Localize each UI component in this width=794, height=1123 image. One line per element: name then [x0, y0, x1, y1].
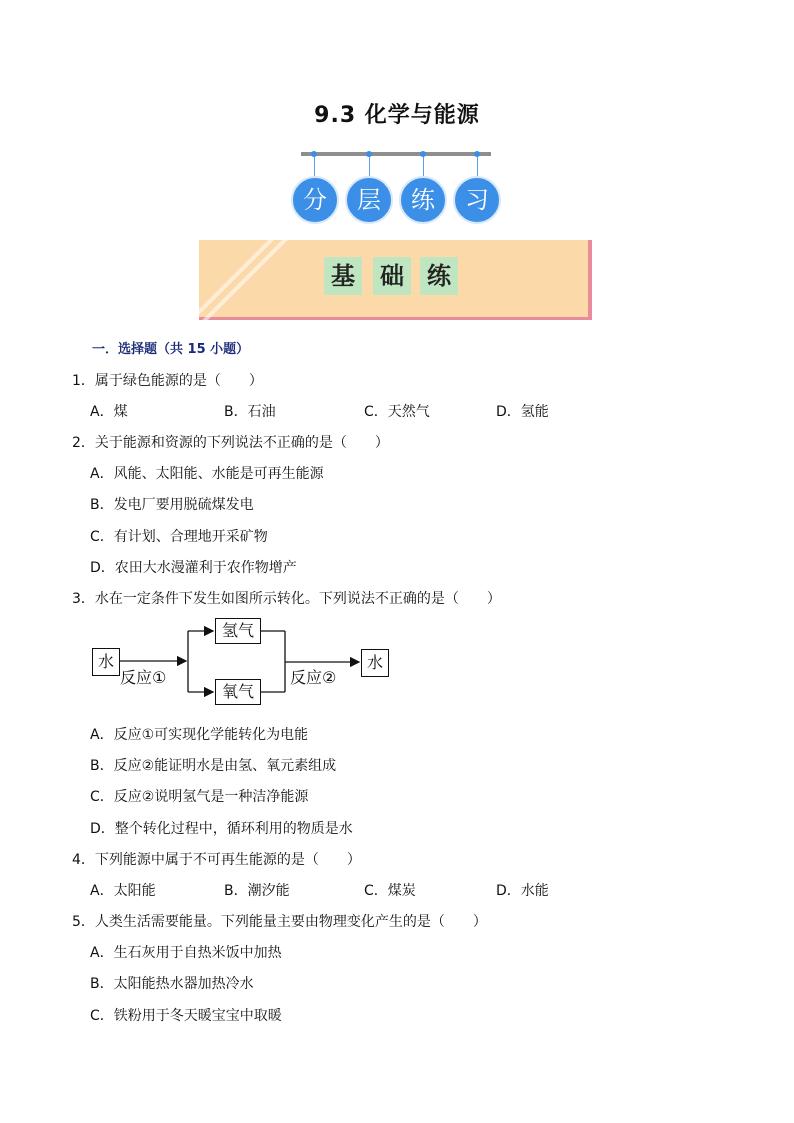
question-stem: 1．属于绿色能源的是（ ） [72, 373, 263, 389]
option: B．潮汐能 [224, 883, 290, 899]
option: D．水能 [496, 883, 549, 899]
option: B．发电厂要用脱硫煤发电 [90, 497, 254, 513]
question-stem: 3．水在一定条件下发生如图所示转化。下列说法不正确的是（ ） [72, 591, 501, 607]
question-stem: 5．人类生活需要能量。下列能量主要由物理变化产生的是（ ） [72, 914, 487, 930]
option: C．天然气 [364, 404, 430, 420]
option: C．煤炭 [364, 883, 416, 899]
option: B．太阳能热水器加热冷水 [90, 976, 254, 992]
banner-tile-chu: 础 [373, 257, 411, 295]
option: C．铁粉用于冬天暖宝宝中取暖 [90, 1008, 282, 1024]
badge-xi: 习 [453, 176, 501, 224]
badge-ceng: 层 [345, 176, 393, 224]
section-title: 一．选择题（共 15 小题） [92, 342, 250, 357]
question-stem: 2．关于能源和资源的下列说法不正确的是（ ） [72, 435, 389, 451]
banner-tile-lian: 练 [420, 257, 458, 295]
option: D．农田大水漫灌利于农作物增产 [90, 560, 297, 576]
page-title: 9.3 化学与能源 [314, 103, 480, 128]
badge-fen: 分 [291, 176, 339, 224]
diagram-reaction1-label: 反应① [120, 668, 167, 687]
option: C．有计划、合理地开采矿物 [90, 529, 268, 545]
diagram-reaction2-label: 反应② [290, 668, 337, 687]
banner-tile-ji: 基 [324, 257, 362, 295]
diagram-hydrogen: 氢气 [215, 618, 261, 644]
question-stem: 4．下列能源中属于不可再生能源的是（ ） [72, 852, 361, 868]
option: C．反应②说明氢气是一种洁净能源 [90, 789, 309, 805]
option: D．氢能 [496, 404, 549, 420]
option: A．太阳能 [90, 883, 156, 899]
option: A．反应①可实现化学能转化为电能 [90, 727, 309, 743]
diagram-water-right: 水 [361, 649, 389, 677]
option: B．石油 [224, 404, 276, 420]
diagram-oxygen: 氧气 [215, 679, 261, 705]
diagram-water-left: 水 [92, 648, 120, 676]
option: A．生石灰用于自热米饭中加热 [90, 945, 282, 961]
badge-lian: 练 [399, 176, 447, 224]
option: B．反应②能证明水是由氢、氧元素组成 [90, 758, 337, 774]
option: D．整个转化过程中，循环利用的物质是水 [90, 821, 353, 837]
option: A．风能、太阳能、水能是可再生能源 [90, 466, 324, 482]
option: A．煤 [90, 404, 128, 420]
